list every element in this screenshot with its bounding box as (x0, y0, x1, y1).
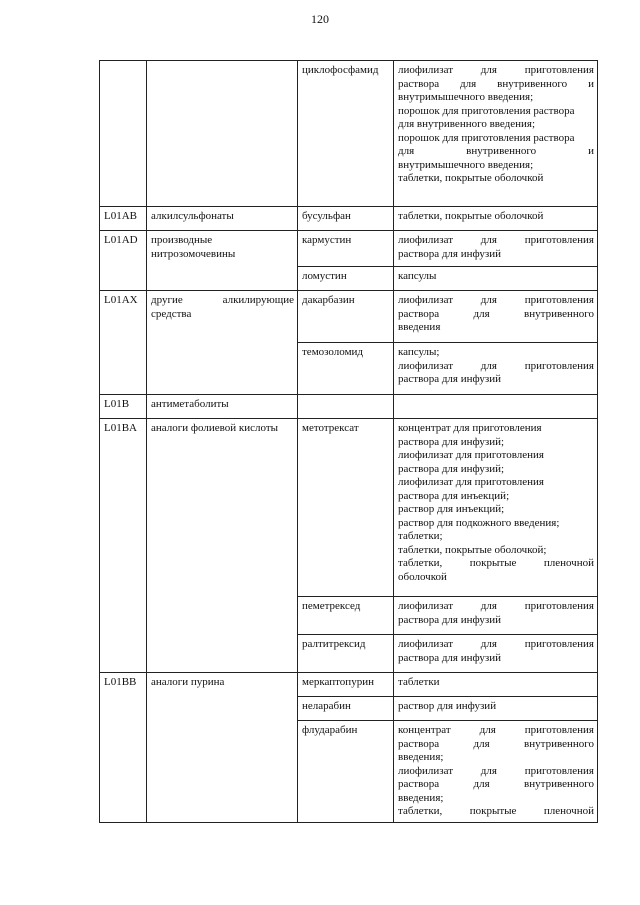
drug-name-cell: темозоломид (298, 343, 394, 395)
dosage-forms-cell (394, 395, 598, 419)
drug-name-cell: меркаптопурин (298, 673, 394, 697)
table-row (100, 61, 598, 207)
atc-code-cell: L01BB (100, 673, 147, 823)
group-cell (147, 61, 298, 207)
drug-name-cell: ломустин (298, 267, 394, 291)
group-cell: аналоги фолиевой кислоты (147, 419, 298, 673)
group-cell: алкилсульфонаты (147, 207, 298, 231)
dosage-form-line: раствора для инфузий; (398, 462, 505, 475)
dosage-forms-cell (394, 61, 598, 207)
dosage-form-line: концентрат для приготовления (398, 724, 594, 736)
dosage-form-line: раствор для подкожного введения; (398, 516, 560, 529)
dosage-form-line: раствор для инфузий (398, 700, 497, 712)
dosage-form-line: таблетки (398, 676, 440, 688)
dosage-form-line: раствора для внутривенного (398, 307, 594, 320)
dosage-form-line: раствор для инъекций; (398, 503, 505, 515)
dosage-form-line: раствора для внутривенного (398, 737, 594, 750)
dosage-form-line: внутримышечного введения; (398, 158, 534, 171)
dosage-form-line: раствора для инъекций; (398, 489, 510, 502)
drug-name-cell: флударабин (298, 721, 394, 823)
dosage-form-line: лиофилизат для приготовления (398, 359, 594, 372)
dosage-form-line: таблетки, покрытые пленочной (398, 805, 594, 817)
atc-code-cell: L01AX (100, 291, 147, 395)
dosage-form-line: раствора для инфузий (398, 373, 501, 385)
dosage-form-line: раствора для инфузий (398, 247, 501, 260)
drug-name-cell: циклофосфамид (298, 61, 394, 207)
dosage-form-line: раствора для внутривенного и (398, 77, 594, 90)
dosage-form-line: оболочкой (398, 570, 447, 583)
drug-name-cell: кармустин (298, 231, 394, 267)
dosage-form-line: раствора для инфузий (398, 613, 501, 626)
dosage-form-line: лиофилизат для приготовления (398, 476, 544, 488)
drug-name-cell: бусульфан (298, 207, 394, 231)
page-number: 120 (311, 12, 329, 26)
table-row (100, 291, 598, 343)
table-row (100, 673, 598, 697)
dosage-form-line: таблетки, покрытые оболочкой (398, 172, 544, 184)
dosage-forms-cell (394, 231, 598, 267)
group-cell: аналоги пурина (147, 673, 298, 823)
dosage-forms-cell (394, 673, 598, 697)
drug-name-cell: метотрексат (298, 419, 394, 597)
dosage-form-line: порошок для приготовления раствора (398, 104, 575, 117)
dosage-form-line: лиофилизат для приготовления (398, 638, 594, 650)
dosage-form-line: порошок для приготовления раствора (398, 131, 575, 144)
dosage-forms-cell (394, 207, 598, 231)
dosage-forms-cell (394, 635, 598, 673)
dosage-form-line: раствора для инфузий; (398, 435, 505, 448)
atc-code-cell: L01AB (100, 207, 147, 231)
dosage-form-line: капсулы; (398, 346, 440, 358)
drug-name-cell (298, 395, 394, 419)
drug-name-cell: дакарбазин (298, 291, 394, 343)
dosage-form-line: введения; (398, 751, 444, 763)
dosage-form-line: таблетки, покрытые оболочкой; (398, 543, 547, 556)
dosage-form-line: лиофилизат для приготовления (398, 600, 594, 612)
dosage-forms-cell (394, 343, 598, 395)
dosage-form-line: раствора для внутривенного (398, 778, 594, 790)
table-row (100, 395, 598, 419)
dosage-form-line: таблетки, покрытые пленочной (398, 557, 594, 569)
dosage-form-line: лиофилизат для приготовления (398, 234, 594, 246)
table-row (100, 419, 598, 597)
dosage-forms-cell (394, 697, 598, 721)
dosage-form-line: лиофилизат для приготовления (398, 294, 594, 306)
dosage-form-line: для внутривенного введения; (398, 118, 536, 130)
dosage-form-line: внутримышечного введения; (398, 91, 534, 103)
atc-code-cell: L01AD (100, 231, 147, 291)
group-cell: производные нитрозомочевины (147, 231, 298, 291)
dosage-form-line: лиофилизат для приготовления (398, 764, 594, 777)
dosage-forms-cell (394, 291, 598, 343)
table-row (100, 231, 598, 267)
dosage-form-line: таблетки, покрытые оболочкой (398, 210, 544, 222)
dosage-form-line: капсулы (398, 270, 437, 282)
dosage-forms-cell (394, 597, 598, 635)
drug-name-cell: неларабин (298, 697, 394, 721)
group-text: другие алкилирующие средства (151, 294, 294, 320)
dosage-forms-cell (394, 721, 598, 823)
dosage-form-line: раствора для инфузий (398, 651, 501, 664)
dosage-form-line: таблетки; (398, 530, 443, 542)
drug-table (99, 60, 598, 823)
dosage-form-line: лиофилизат для приготовления (398, 449, 544, 461)
dosage-form-line: концентрат для приготовления (398, 422, 542, 434)
drug-name-cell: ралтитрексид (298, 635, 394, 673)
dosage-form-line: введения (398, 321, 441, 333)
atc-code-cell: L01BA (100, 419, 147, 673)
dosage-form-line: для внутривенного и (398, 145, 594, 157)
drug-name-cell: пеметрексед (298, 597, 394, 635)
table-row (100, 207, 598, 231)
group-cell (147, 291, 298, 395)
dosage-form-line: лиофилизат для приготовления (398, 64, 594, 76)
atc-code-cell: L01B (100, 395, 147, 419)
group-cell: антиметаболиты (147, 395, 298, 419)
dosage-forms-cell (394, 267, 598, 291)
dosage-forms-cell (394, 419, 598, 597)
dosage-form-line: введения; (398, 791, 444, 804)
atc-code-cell (100, 61, 147, 207)
